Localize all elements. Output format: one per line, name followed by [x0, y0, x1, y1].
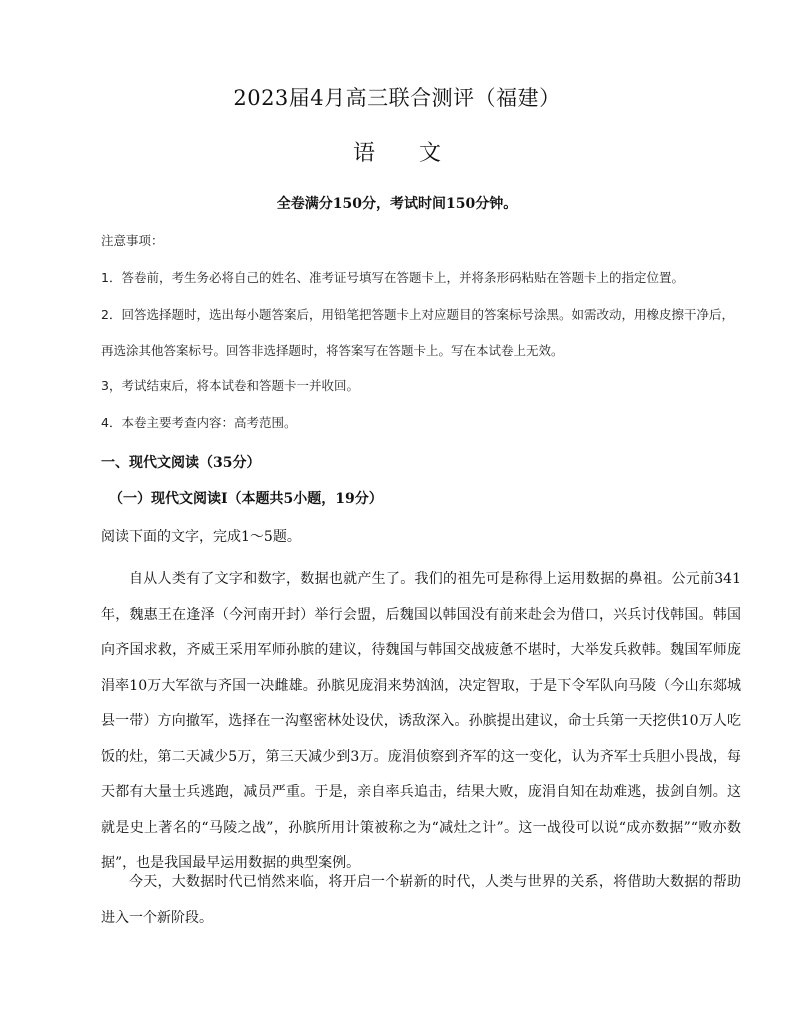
passage-paragraph: 自从人类有了文字和数字，数据也就产生了。我们的祖先可是称得上运用数据的鼻祖。公元前341年，魏惠王在逢泽（今河南开封）举行会盟，后魏国以韩国没有前来赴会为借口，兴兵讨伐韩国。韩国向齐国求救，齐威王采用军师孙膑的建议，待魏国与韩国交战疲惫不堪时，大举发兵救韩。魏国军师庞涓率10万大军欲与齐国一决雌雄。孙膑见庞涓来势汹汹，决定智取，于是下令军队向马陵（今山东郯城县一带）方向撤军，选择在一沟壑密林处设伏，诱敌深入。孙膑提出建议，命士兵第一天挖供10万人吃饭的灶，第二天减少5万，第三天减少到3万。庞涓侦察到齐军的这一变化，认为齐军士兵胆小畏战，每天都有大量士兵逃跑，减员严重。于是，亲自率兵追击，结果大败，庞涓自知在劫难逃，拔剑自刎。这就是史上著名的“马陵之战”，孙膑所用计策被称之为“减灶之计”。这一战役可以说“成亦数据”“败亦数据”，也是我国最早运用数据的典型案例。 — [101, 571, 741, 871]
exam-title: 2023届4月高三联合测评（福建） — [233, 86, 561, 110]
passage-paragraph: 今天，大数据时代已悄然来临，将开启一个崭新的时代，人类与世界的关系，将借助大数据的帮助进入一个新阶段。 — [101, 874, 741, 926]
reading-instruction: 阅读下面的文字，完成1～5题。 — [101, 529, 301, 545]
note-item-4: 4．本卷主要考查内容：高考范围。 — [101, 415, 297, 430]
exam-info: 全卷满分150分，考试时间150分钟。 — [276, 196, 518, 212]
subject-char-1: 语 — [352, 141, 375, 166]
note-item-3: 3，考试结束后，将本试卷和答题卡一并收回。 — [101, 378, 359, 393]
subject-char-2: 文 — [419, 141, 442, 166]
subsection-heading: （一）现代文阅读I（本题共5小题，19分） — [109, 491, 383, 507]
notes-heading: 注意事项： — [101, 233, 164, 248]
note-item-1: 1．答卷前，考生务必将自己的姓名、准考证号填写在答题卡上，并将条形码粘贴在答题卡上的指定位置。 — [101, 270, 684, 285]
subject-heading — [0, 140, 794, 168]
note-item-2: 2．回答选择题时，选出每小题答案后，用铅笔把答题卡上对应题目的答案标号涂黑。如需改动，用橡皮擦干净后，再选涂其他答案标号。回答非选择题时，将答案写在答题卡上。写在本试卷上无效。 — [101, 307, 734, 358]
section-heading: 一、现代文阅读（35分） — [101, 455, 261, 471]
